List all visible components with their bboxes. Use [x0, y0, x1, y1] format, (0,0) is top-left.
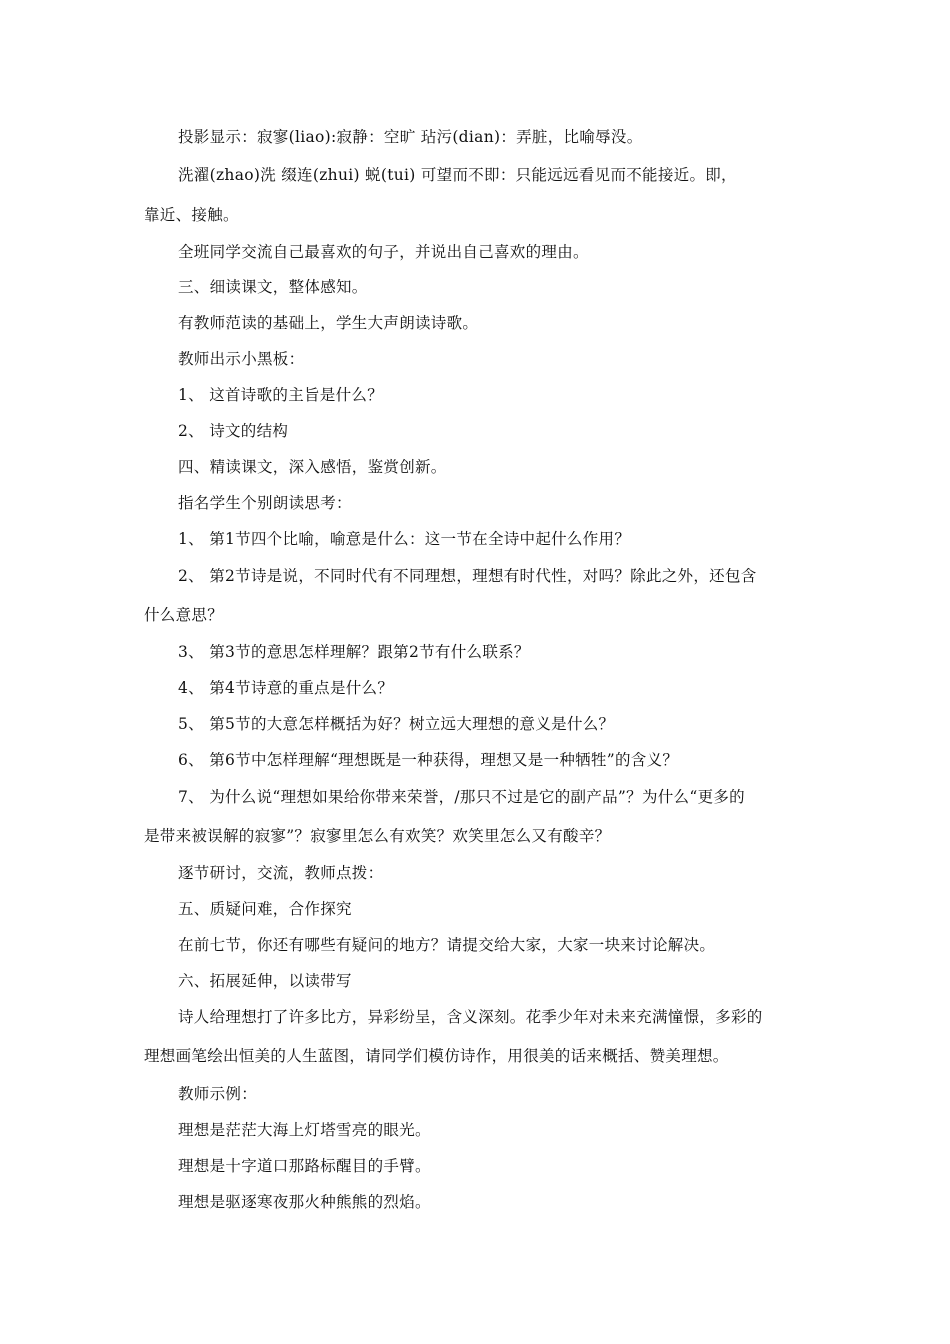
- discussion-item-7: 7、 为什么说“理想如果给你带来荣誉，/那只不过是它的副产品”？为什么“更多的: [178, 788, 745, 806]
- discussion-item-4: 4、 第4节诗意的重点是什么？: [178, 679, 394, 697]
- discussion-item-2-cont: 什么意思？: [144, 606, 224, 624]
- discussion-item-6: 6、 第6节中怎样理解“理想既是一种获得，理想又是一种牺牲”的含义？: [178, 751, 679, 769]
- text-line-poet-metaphors-cont: 理想画笔绘出恒美的人生蓝图，请同学们模仿诗作，用很美的话来概括、赞美理想。: [144, 1047, 729, 1065]
- discussion-item-7-cont: 是带来被误解的寂寥”？寂寥里怎么有欢笑？欢笑里怎么又有酸辛？: [144, 827, 611, 845]
- section-heading-6: 六、拓展延伸，以读带写: [178, 972, 352, 990]
- discussion-item-3: 3、 第3节的意思怎样理解？跟第2节有什么联系？: [178, 643, 530, 661]
- text-line-projection: 投影显示：寂寥(liao):寂静：空旷 玷污(dian)：弄脏，比喻辱没。: [178, 128, 643, 146]
- example-line-1: 理想是茫茫大海上灯塔雪亮的眼光。: [178, 1121, 431, 1139]
- text-line-reading: 有教师范读的基础上，学生大声朗读诗歌。: [178, 314, 479, 332]
- discussion-item-5: 5、 第5节的大意怎样概括为好？树立远大理想的意义是什么？: [178, 715, 615, 733]
- text-line-poet-metaphors: 诗人给理想打了许多比方，异彩纷呈，含义深刻。花季少年对未来充满憧憬，多彩的: [178, 1008, 763, 1026]
- text-line-section-study: 逐节研讨，交流，教师点拨：: [178, 864, 384, 882]
- section-heading-4: 四、精读课文，深入感悟，鉴赏创新。: [178, 458, 447, 476]
- section-heading-5: 五、质疑问难，合作探究: [178, 900, 352, 918]
- question-item-2: 2、 诗文的结构: [178, 422, 289, 440]
- text-line-class-exchange: 全班同学交流自己最喜欢的句子，并说出自己喜欢的理由。: [178, 243, 589, 261]
- example-line-3: 理想是驱逐寒夜那火种熊熊的烈焰。: [178, 1193, 431, 1211]
- text-line-vocab: 洗濯(zhao)洗 缀连(zhui) 蜕(tui) 可望而不即：只能远远看见而不能接近。即，: [178, 166, 737, 184]
- example-line-2: 理想是十字道口那路标醒目的手臂。: [178, 1157, 431, 1175]
- discussion-item-2: 2、 第2节诗是说，不同时代有不同理想，理想有时代性，对吗？除此之外，还包含: [178, 567, 757, 585]
- text-line-questions: 在前七节，你还有哪些有疑问的地方？请提交给大家，大家一块来讨论解决。: [178, 936, 716, 954]
- text-line-individual-reading: 指名学生个别朗读思考：: [178, 494, 352, 512]
- section-heading-3: 三、细读课文，整体感知。: [178, 278, 368, 296]
- question-item-1: 1、 这首诗歌的主旨是什么？: [178, 386, 383, 404]
- text-line-blackboard: 教师出示小黑板：: [178, 350, 305, 368]
- text-line-teacher-example: 教师示例：: [178, 1085, 258, 1103]
- text-line-vocab-cont: 靠近、接触。: [144, 206, 239, 224]
- discussion-item-1: 1、 第1节四个比喻，喻意是什么：这一节在全诗中起什么作用？: [178, 530, 631, 548]
